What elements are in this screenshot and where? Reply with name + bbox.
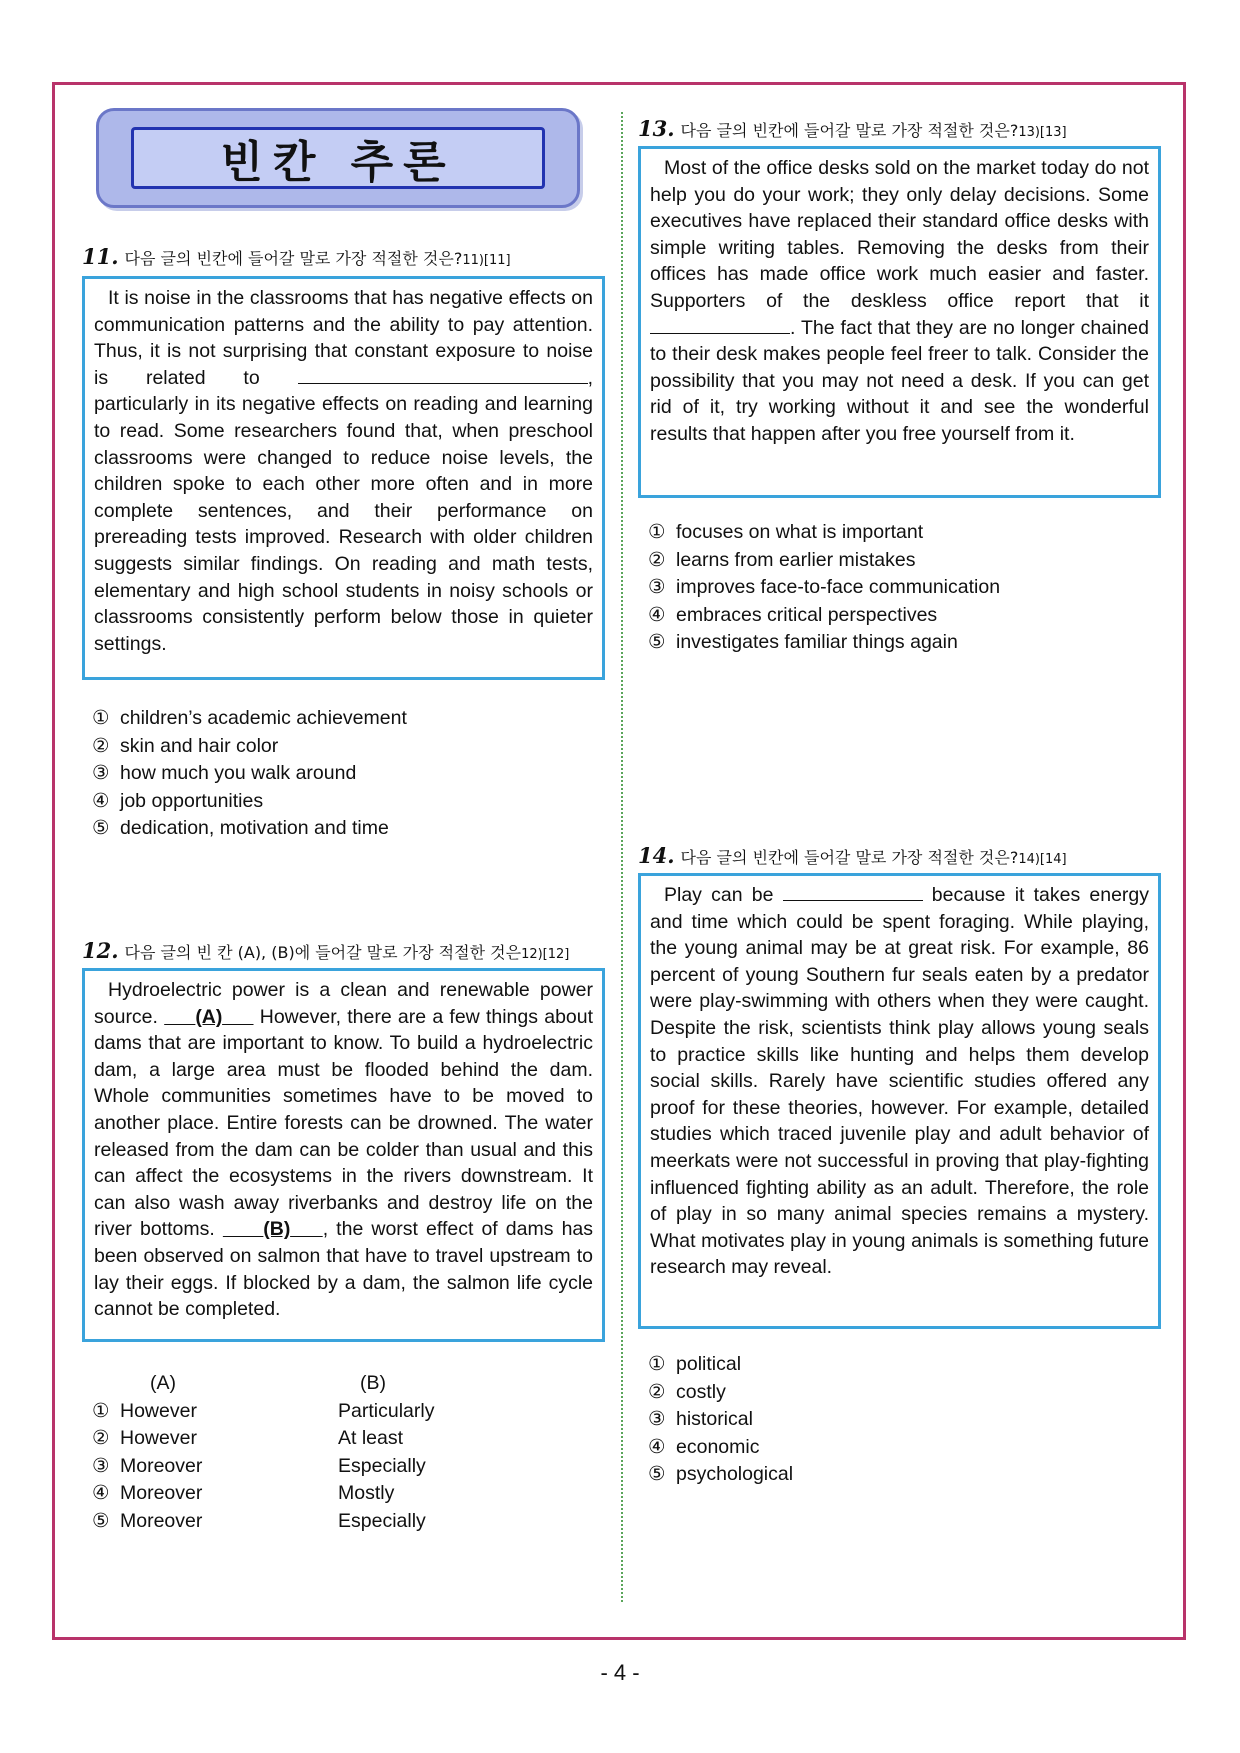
q12-header-b: (B) [360, 1372, 386, 1394]
option-a: Moreover [120, 1509, 203, 1532]
q11-header [82, 244, 511, 269]
q12-option-4[interactable] [92, 1480, 395, 1508]
blank-a-label: (A) [195, 1005, 223, 1028]
option-marker: ④ [648, 603, 666, 626]
q13-header [638, 116, 1067, 141]
q13-instruction: 다음 글의 빈칸에 들어갈 말로 가장 적절한 것은? [680, 121, 1019, 140]
q12-instruction: 다음 글의 빈 칸 (A), (B)에 들어갈 말로 가장 적절한 것은 [124, 943, 522, 962]
option-text: psychological [676, 1463, 794, 1485]
option-marker: ① [648, 1353, 666, 1375]
column-divider [621, 112, 623, 1602]
q12-options [92, 1370, 435, 1535]
q14-passage-part2: because it takes energy and time which could be spent foraging. While playing, the young animal may be at great risk. For example, 86 percent of young Southern fur seals eaten by a predator were play-swimming with others when they were caught. Despite the risk, scientists think play allows young seals to practice skills like hunting and helps them develop social skills. Rarely have scientific studies offered any proof for these theories, however. For example, detailed studies which traced juvenile play and adult behavior of meerkats were not successful in proving that play-fighting influenced fighting ability as an adult. Therefore, the role of play in so many animal species remains a mystery. What motivates play in young animals is something future research may reveal. [650, 884, 1150, 1279]
q13-passage-box [638, 146, 1161, 498]
option-marker: ⑤ [92, 817, 110, 839]
blank-b-label: (B) [263, 1218, 291, 1241]
q12-option-5[interactable] [92, 1508, 426, 1536]
q12-number: 12. [82, 938, 119, 963]
q12-header [82, 938, 569, 963]
option-b: At least [338, 1427, 404, 1449]
q12-blank-a [164, 1006, 253, 1028]
q13-passage-part2: . The fact that they are no longer chained to their desk makes people feel freer to talk. Consider the possibility that you may not need a desk. If you can get rid of it, try working without it and see the wonderful results that happen after you free yourself from it. [650, 316, 1149, 445]
q14-blank [783, 882, 923, 901]
q13-number: 13. [638, 116, 675, 141]
q13-passage-part1: Most of the office desks sold on the market today do not help you do your work; they only delay decisions. Some executives have replaced their standard office desks with simple writing tables. Removing the desks from their offices has made office work much easier and faster. Supporters of the deskless office report that it [650, 157, 1149, 312]
q11-option-4[interactable] [92, 788, 407, 816]
q11-instruction: 다음 글의 빈칸에 들어갈 말로 가장 적절한 것은? [124, 249, 463, 268]
option-a: Moreover [120, 1482, 203, 1504]
option-text: children’s academic achievement [120, 707, 407, 729]
option-a: However [120, 1399, 197, 1422]
page-number: - 4 - [600, 1660, 640, 1685]
q12-header-a: (A) [150, 1372, 176, 1394]
option-marker: ④ [92, 789, 110, 812]
option-text: political [676, 1353, 742, 1375]
q11-passage [94, 285, 593, 657]
option-marker: ⑤ [648, 631, 666, 653]
option-text: improves face-to-face communication [676, 576, 1001, 598]
q12-passage-part1: Hydroelectric power is a clean and renewable power source. [94, 979, 593, 1028]
option-text: skin and hair color [120, 734, 279, 757]
q12-passage [94, 977, 593, 1323]
option-marker: ④ [648, 1435, 666, 1458]
option-marker: ③ [648, 576, 666, 598]
section-title-inner [131, 127, 545, 189]
option-a: However [120, 1427, 197, 1449]
q14-option-5[interactable] [648, 1461, 793, 1489]
q12-ref: 12)[12] [521, 947, 570, 962]
option-text: job opportunities [120, 789, 264, 812]
option-marker: ① [648, 521, 666, 543]
option-b: Especially [338, 1509, 426, 1532]
q13-option-3[interactable] [648, 574, 1000, 602]
q14-passage-box [638, 873, 1161, 1329]
q14-options [648, 1351, 793, 1489]
option-text: costly [676, 1380, 726, 1403]
q14-option-4[interactable] [648, 1434, 793, 1462]
q14-number: 14. [638, 843, 675, 868]
option-marker: ② [648, 1380, 666, 1403]
option-text: economic [676, 1435, 760, 1458]
option-marker: ③ [648, 1408, 666, 1430]
option-b: Mostly [338, 1482, 395, 1504]
option-text: dedication, motivation and time [120, 817, 389, 839]
q12-option-header [92, 1370, 386, 1398]
q11-option-2[interactable] [92, 733, 407, 761]
option-marker: ⑤ [92, 1509, 110, 1532]
q12-blank-b [223, 1218, 323, 1240]
option-a: Moreover [120, 1454, 203, 1477]
q14-passage [650, 882, 1149, 1281]
q12-option-2[interactable] [92, 1425, 404, 1453]
q11-ref: 11)[11] [462, 253, 511, 268]
option-b: Especially [338, 1454, 426, 1477]
q11-option-3[interactable] [92, 760, 407, 788]
option-text: historical [676, 1408, 753, 1430]
option-marker: ② [648, 548, 666, 571]
section-title: 빈칸 추론 [220, 137, 456, 188]
option-marker: ① [92, 1399, 110, 1422]
option-marker: ② [92, 1427, 110, 1449]
option-marker: ③ [92, 762, 110, 784]
q13-option-2[interactable] [648, 547, 1000, 575]
q14-option-2[interactable] [648, 1379, 793, 1407]
q11-passage-box [82, 276, 605, 680]
q13-option-4[interactable] [648, 602, 1000, 630]
option-marker: ③ [92, 1454, 110, 1477]
option-text: embraces critical perspectives [676, 603, 938, 626]
q11-blank [298, 365, 588, 384]
option-marker: ② [92, 734, 110, 757]
q12-passage-part3: , the worst effect of dams has been observed on salmon that have to travel upstream to lay their eggs. If blocked by a dam, the salmon life cycle cannot be completed. [94, 1218, 594, 1321]
option-marker: ⑤ [648, 1463, 666, 1485]
q11-options [92, 705, 407, 843]
q13-blank [650, 315, 790, 334]
option-marker: ④ [92, 1482, 110, 1504]
q13-options [648, 519, 1000, 657]
q12-passage-part2: However, there are a few things about dams that are important to know. To build a hydroelectric dam, a large area must be flooded behind the dam. Whole communities sometimes have to be moved to another place. Entire forests can be drowned. The water released from the dam can be colder than usual and this can affect the ecosystems in the rivers downstream. It can also wash away riverbanks and destroy life on the river bottoms. [94, 1005, 594, 1241]
option-text: investigates familiar things again [676, 631, 958, 653]
q14-ref: 14)[14] [1018, 852, 1067, 867]
q13-option-5[interactable] [648, 629, 1000, 657]
q14-instruction: 다음 글의 빈칸에 들어갈 말로 가장 적절한 것은? [680, 848, 1019, 867]
q12-passage-box [82, 968, 605, 1342]
q14-option-3[interactable] [648, 1406, 793, 1434]
q12-option-1[interactable] [92, 1398, 435, 1426]
option-text: how much you walk around [120, 762, 357, 784]
q13-ref: 13)[13] [1018, 125, 1067, 140]
q11-number: 11. [82, 244, 119, 269]
q11-passage-part1: It is noise in the classrooms that has negative effects on communication patterns and the ability to pay attention. Thus, it is not surprising that constant exposure to noise is related to [94, 287, 593, 389]
option-marker: ① [92, 707, 110, 729]
q14-header [638, 843, 1067, 868]
q14-passage-part1: Play can be [664, 884, 774, 906]
q14-option-1[interactable] [648, 1351, 793, 1379]
q13-passage [650, 155, 1149, 448]
option-text: focuses on what is important [676, 521, 924, 543]
section-title-banner [96, 108, 580, 208]
option-b: Particularly [338, 1399, 435, 1422]
q13-option-1[interactable] [648, 519, 1000, 547]
q11-passage-part2: , particularly in its negative effects on reading and learning to read. Some researchers found that, when preschool classrooms were changed to reduce noise levels, the children spoke to each other more often and in more complete sentences, and their performance on prereading tests improved. Research with older children suggests similar findings. On reading and math tests, elementary and high school students in noisy schools or classrooms consistently perform below those in quieter settings. [94, 366, 593, 655]
q11-option-5[interactable] [92, 815, 407, 843]
option-text: learns from earlier mistakes [676, 548, 916, 571]
q11-option-1[interactable] [92, 705, 407, 733]
q12-option-3[interactable] [92, 1453, 426, 1481]
